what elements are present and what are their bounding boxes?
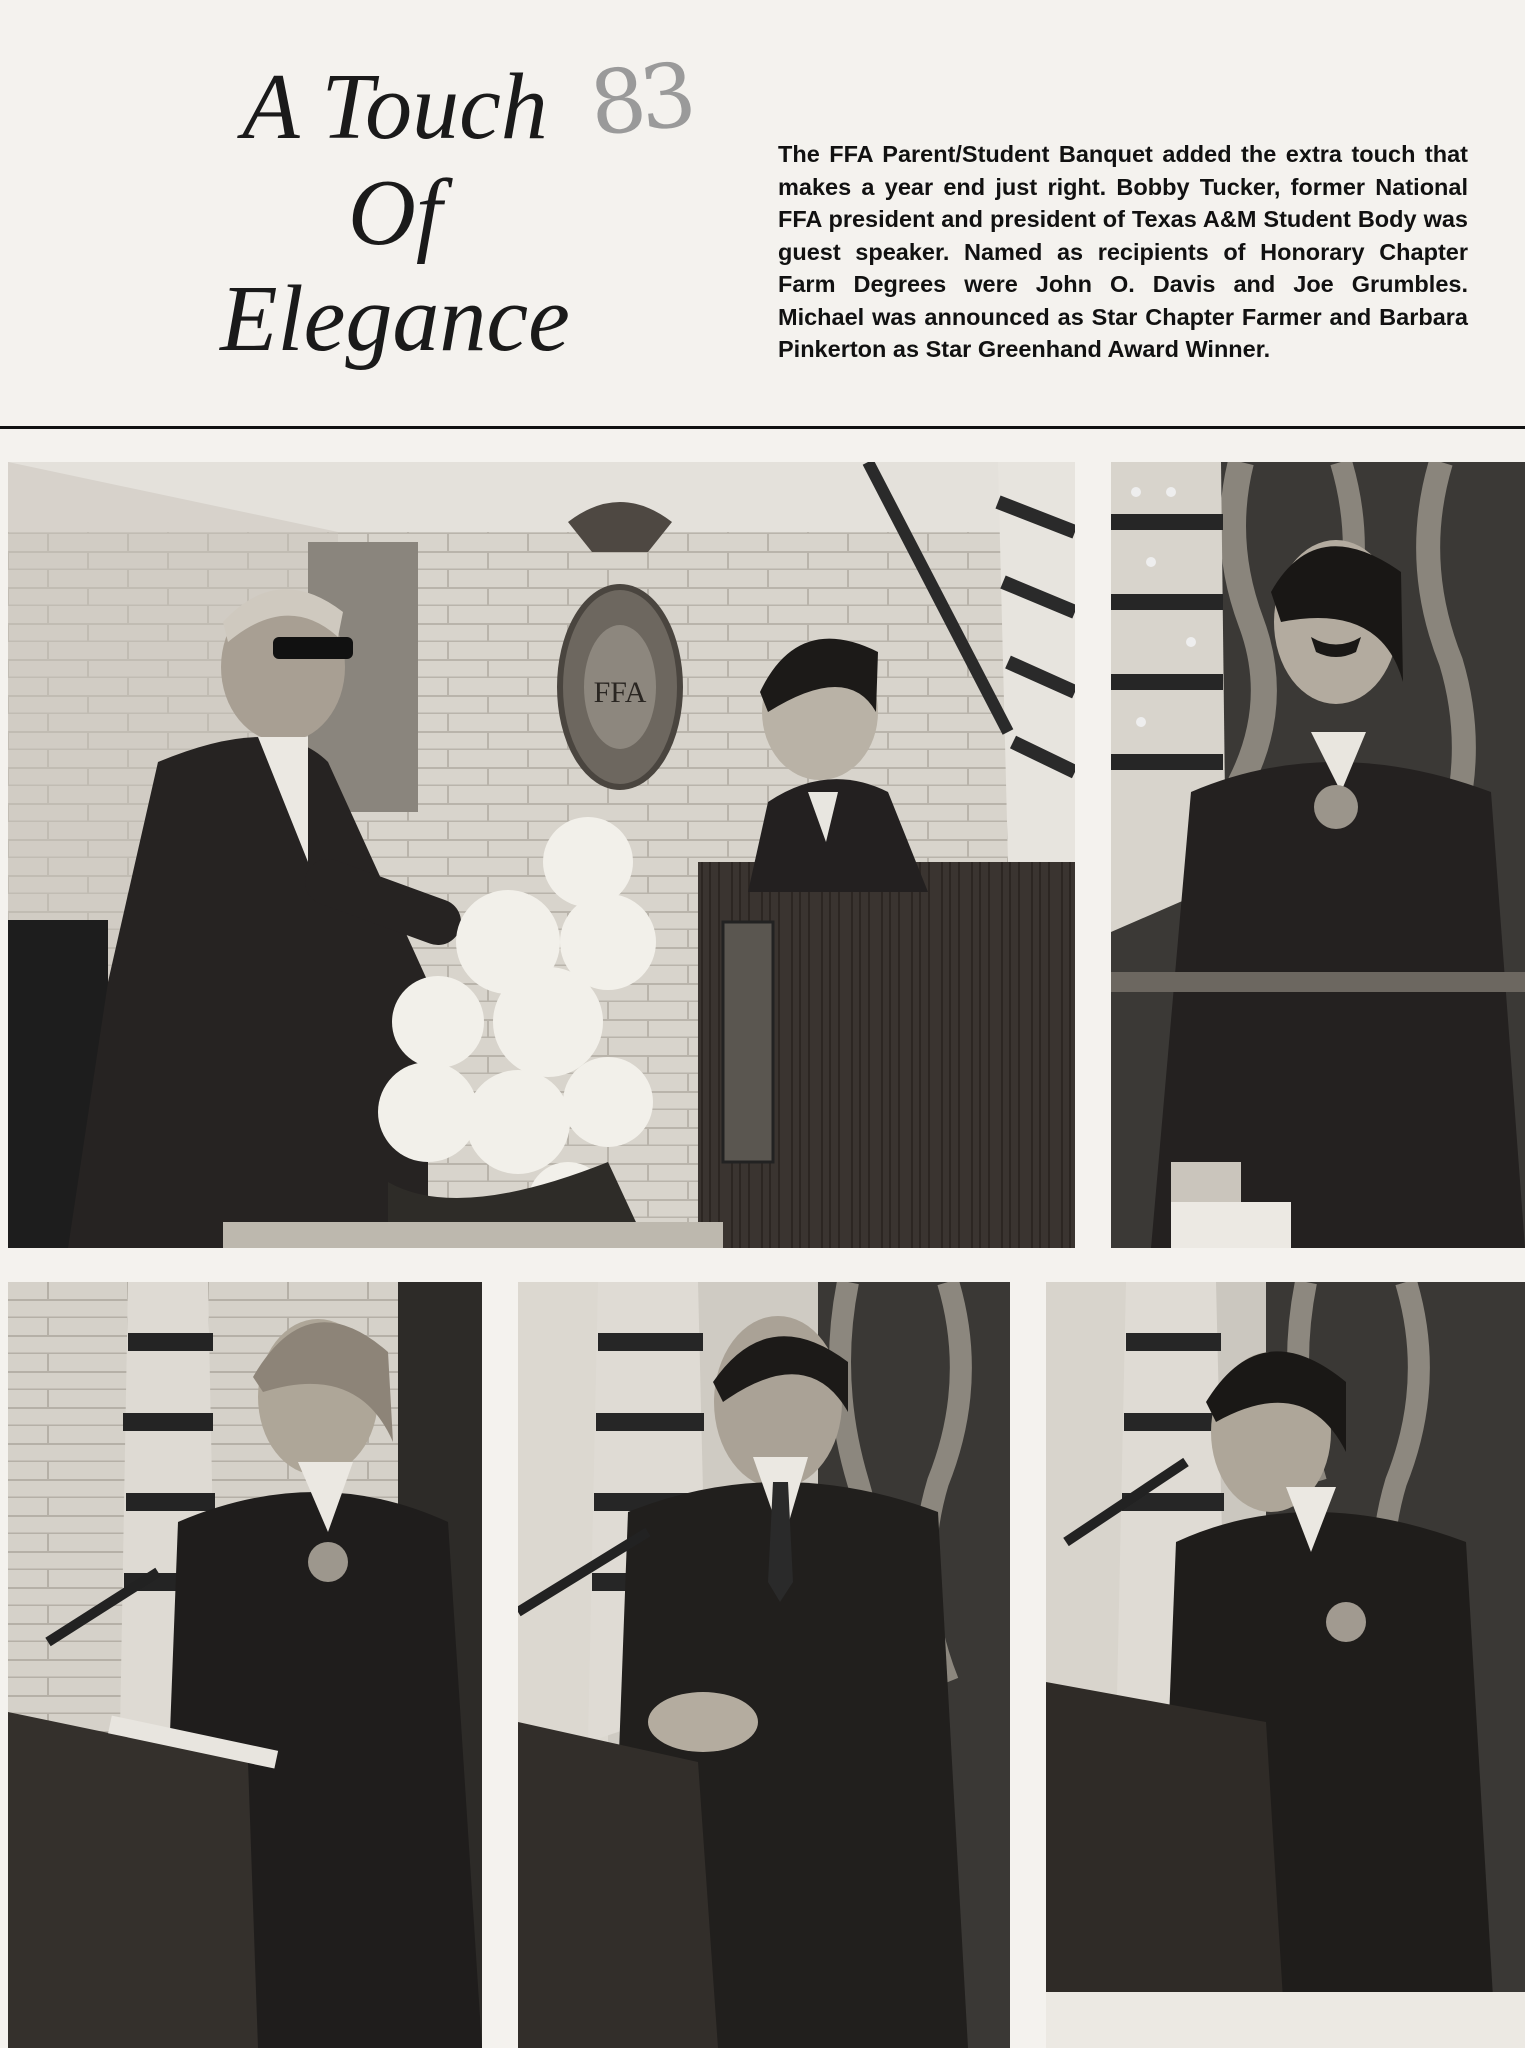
photo-handshake (8, 462, 1075, 1248)
title-line-3: Elegance (220, 267, 570, 371)
photo-mustache-speaker (1111, 462, 1525, 1248)
page-title (215, 55, 575, 371)
photo-speaker-right (1046, 1282, 1525, 2048)
ffa-emblem-text: FFA (593, 676, 647, 709)
handwritten-page-number: 83 (584, 43, 696, 156)
divider-rule (0, 426, 1525, 429)
title-line-1: A Touch (242, 55, 548, 159)
photo-speaker-center (518, 1282, 1010, 2048)
photo-speaker-left (8, 1282, 482, 2048)
title-line-2: Of (348, 161, 442, 265)
caption-text: The FFA Parent/Student Banquet added the extra touch that makes a year end just right. Bobby Tucker, former National FFA president and president of Texas A&M Student Body was guest speaker. Named as recipients of Honorary Chapter Farm Degrees were John O. Davis and Joe Grumbles. Michael was announced as Star Chapter Farmer and Barbara Pinkerton as Star Greenhand Award Winner. (778, 141, 1468, 362)
